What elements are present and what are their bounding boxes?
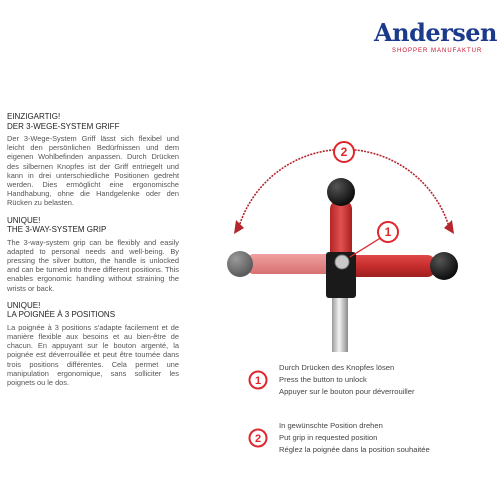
section-german	[7, 112, 179, 208]
brand-tagline: SHOPPER MANUFAKTUR	[392, 48, 483, 54]
step-2-text	[279, 420, 430, 456]
section-heading-2: THE 3-WAY-SYSTEM GRIP	[7, 225, 107, 235]
grip-illustration	[192, 112, 498, 352]
step-1	[248, 362, 498, 412]
step-2	[248, 420, 498, 470]
step-line-fr: Appuyer sur le bouton pour déverrouiller	[279, 387, 415, 396]
ball-right	[430, 252, 458, 280]
section-body: Der 3-Wege-System Griff lässt sich flexibel und leicht den persönlichen Bedürfnissen und dem eigenen Wohlbefinden anpassen. Durch Drücken des silbernen Knopfes ist der Griff entriegelt und kann in drei unterschiedliche Positionen gedreht werden. Dies ermöglicht eine ergonomische Handhabung, ohne die Handgelenke oder den Rücken zu belasten.	[7, 134, 179, 208]
handle-left	[246, 254, 336, 274]
handle-right	[344, 255, 436, 277]
grip-photo	[192, 112, 498, 352]
section-english	[7, 216, 179, 293]
step-line-fr: Réglez la poignée dans la position souhaitée	[279, 445, 430, 454]
step-line-en: Press the button to unlock	[279, 375, 367, 384]
section-heading-2: LA POIGNÉE À 3 POSITIONS	[7, 310, 116, 320]
section-body: The 3-way-system grip can be flexibly and easily adapted to personal needs and well-being. By pressing the silver button, the handle is unlocked and can be turned into three different positions. This enables ergonomic handling without straining the wrists or back.	[7, 237, 179, 293]
arrow-left-icon	[234, 220, 244, 234]
section-body: La poignée à 3 positions s'adapte facilement et de manière flexible aux besoins et au bien-être de chacun. En appuyant sur le bouton argenté, la poignée est déverrouillée et peut être tournée dans trois positions différentes. Cela permet une manipulation ergonomique, sans solliciter les poignets ou le dos.	[7, 322, 179, 388]
step-1-icon	[248, 370, 268, 390]
step-line-en: Put grip in requested position	[279, 433, 378, 442]
step-2-icon	[248, 428, 268, 448]
section-heading-1: EINZIGARTIG!	[7, 112, 61, 121]
step-1-text	[279, 362, 415, 398]
description-column	[7, 112, 179, 395]
section-french	[7, 301, 179, 387]
marker-line	[350, 237, 382, 257]
svg-text:2: 2	[254, 433, 262, 445]
marker-2-label: 2	[340, 145, 348, 159]
release-button	[335, 255, 349, 269]
step-line-de: In gewünschte Position drehen	[279, 421, 383, 430]
arrow-right-icon	[444, 220, 454, 234]
section-heading-1: UNIQUE!	[7, 215, 41, 225]
ball-top	[327, 178, 355, 206]
section-heading-2: DER 3-WEGE-SYSTEM GRIFF	[7, 121, 120, 131]
section-heading-1: UNIQUE!	[7, 300, 41, 310]
brand-logo	[368, 18, 497, 58]
step-line-de: Durch Drücken des Knopfes lösen	[279, 363, 395, 372]
steps-list	[248, 362, 498, 478]
marker-1-label: 1	[384, 225, 392, 239]
ball-left	[227, 251, 253, 277]
brand-name: Andersen	[374, 18, 497, 47]
svg-text:1: 1	[254, 375, 262, 387]
